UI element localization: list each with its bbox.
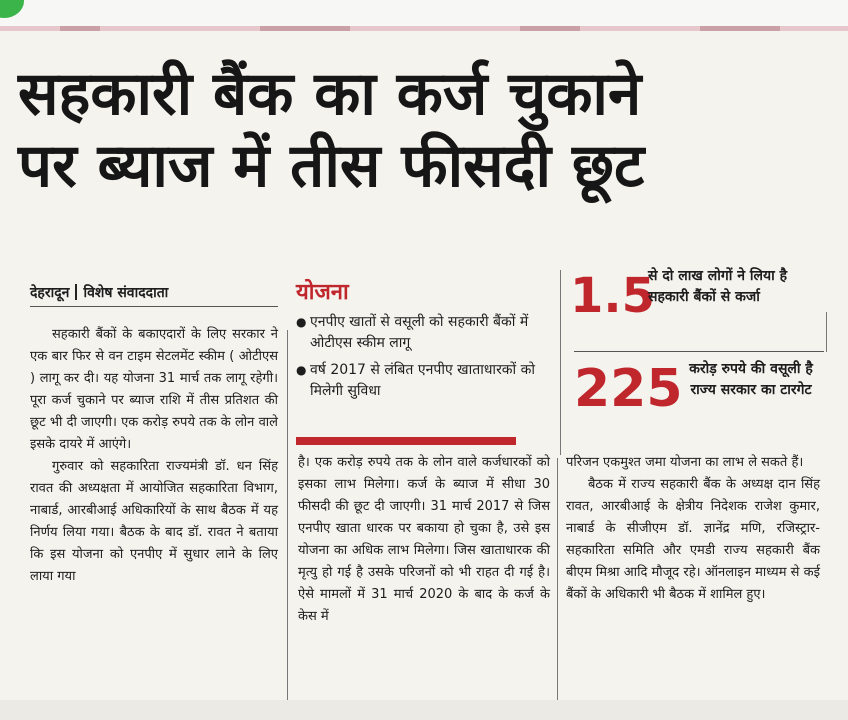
byline — [30, 283, 168, 302]
article-column-3 — [566, 452, 820, 606]
color-strip — [0, 26, 848, 31]
stat-border — [826, 312, 827, 352]
top-bar — [0, 0, 848, 26]
paragraph: परिजन एकमुश्त जमा योजना का लाभ ले सकते हैं। — [566, 455, 804, 470]
column-divider — [557, 458, 558, 700]
stat-value: 1.5 — [570, 268, 656, 324]
headline-line-2: पर ब्याज में तीस फीसदी छूट — [18, 131, 645, 201]
paragraph: गुरुवार को सहकारिता राज्यमंत्री डॉ. धन सिंह रावत की अध्यक्षता में आयोजित सहकारिता विभाग, नाबार्ड, आरबीआई अधिकारियों के साथ बैठक में यह निर्णय लिया गया। बैठक के बाद डॉ. रावत ने बताया कि इस योजना को एनपीए में सुधार लाने के लिए लाया गया — [30, 459, 278, 584]
stat-divider — [574, 351, 824, 352]
byline-rule — [30, 306, 278, 307]
stat-box — [570, 268, 808, 324]
yojana-bullet — [296, 360, 552, 402]
stat-box — [574, 359, 814, 419]
column-divider — [287, 330, 288, 700]
paragraph: सहकारी बैंकों के बकाएदारों के लिए सरकार ने एक बार फिर से वन टाइम सेटलमेंट स्कीम ( ओटीएस ) लागू कर दी। यह योजना 31 मार्च तक लागू रहेगी। पूरा कर्ज चुकाने पर ब्याज राशि में तीस प्रतिशत की छूट भी दी जाएगी। एक करोड़ रुपये तक के लोन वाले इसके दायरे में आएंगे। — [30, 327, 278, 452]
bullet-icon: ● — [296, 315, 307, 329]
accent-bar — [296, 437, 516, 445]
headline-line-1: सहकारी बैंक का कर्ज चुकाने — [18, 59, 642, 129]
yojana-title: योजना — [296, 280, 349, 305]
page-bottom-edge — [0, 700, 848, 720]
yojana-box — [296, 276, 552, 408]
article-column-2 — [298, 452, 550, 628]
byline-reporter: विशेष संवाददाता — [83, 285, 169, 301]
stat-value: 225 — [574, 359, 683, 419]
paragraph: बैठक में राज्य सहकारी बैंक के अध्यक्ष दान सिंह रावत, आरबीआई के क्षेत्रीय निदेशक राजेश कुमार, नाबार्ड के सीजीएम डॉ. ज्ञानेंद्र मणि, रजिस्ट्रार-सहकारिता समिति और एमडी राज्य सहकारी बैंक बीएम मिश्रा आदि मौजूद रहे। ऑनलाइन माध्यम से कई बैंकों के अधिकारी भी बैठक में शामिल हुए। — [566, 477, 820, 602]
byline-place: देहरादून — [30, 285, 70, 301]
headline — [18, 58, 833, 202]
yojana-bullet — [296, 312, 552, 354]
article-column-1 — [30, 324, 278, 588]
stat-text: करोड़ रुपये की वसूली है राज्य सरकार का टारगेट — [689, 361, 813, 398]
bullet-icon: ● — [296, 363, 307, 377]
yojana-bullet-text: एनपीए खातों से वसूली को सहकारी बैंकों में ओटीएस स्कीम लागू — [310, 314, 529, 351]
stat-text: से दो लाख लोगों ने लिया है सहकारी बैंकों से कर्जा — [648, 268, 788, 305]
byline-divider — [75, 284, 77, 300]
column-divider — [560, 270, 561, 455]
yojana-bullet-text: वर्ष 2017 से लंबित एनपीए खाताधारकों को मिलेगी सुविधा — [310, 362, 535, 399]
paragraph: है। एक करोड़ रुपये तक के लोन वाले कर्जधारकों को इसका लाभ मिलेगा। कर्ज के ब्याज में सीधा 30 फीसदी की छूट दी जाएगी। 31 मार्च 2017 से जिस एनपीए खाता धारक पर बकाया हो चुका है, उसे इस योजना का अधिक लाभ मिलेगा। जिस खाताधारक की मृत्यु हो गई है उसके परिजनों को भी राहत दी गई है। ऐसे मामलों में 31 मार्च 2020 के बाद के कर्ज के केस में — [298, 455, 550, 624]
